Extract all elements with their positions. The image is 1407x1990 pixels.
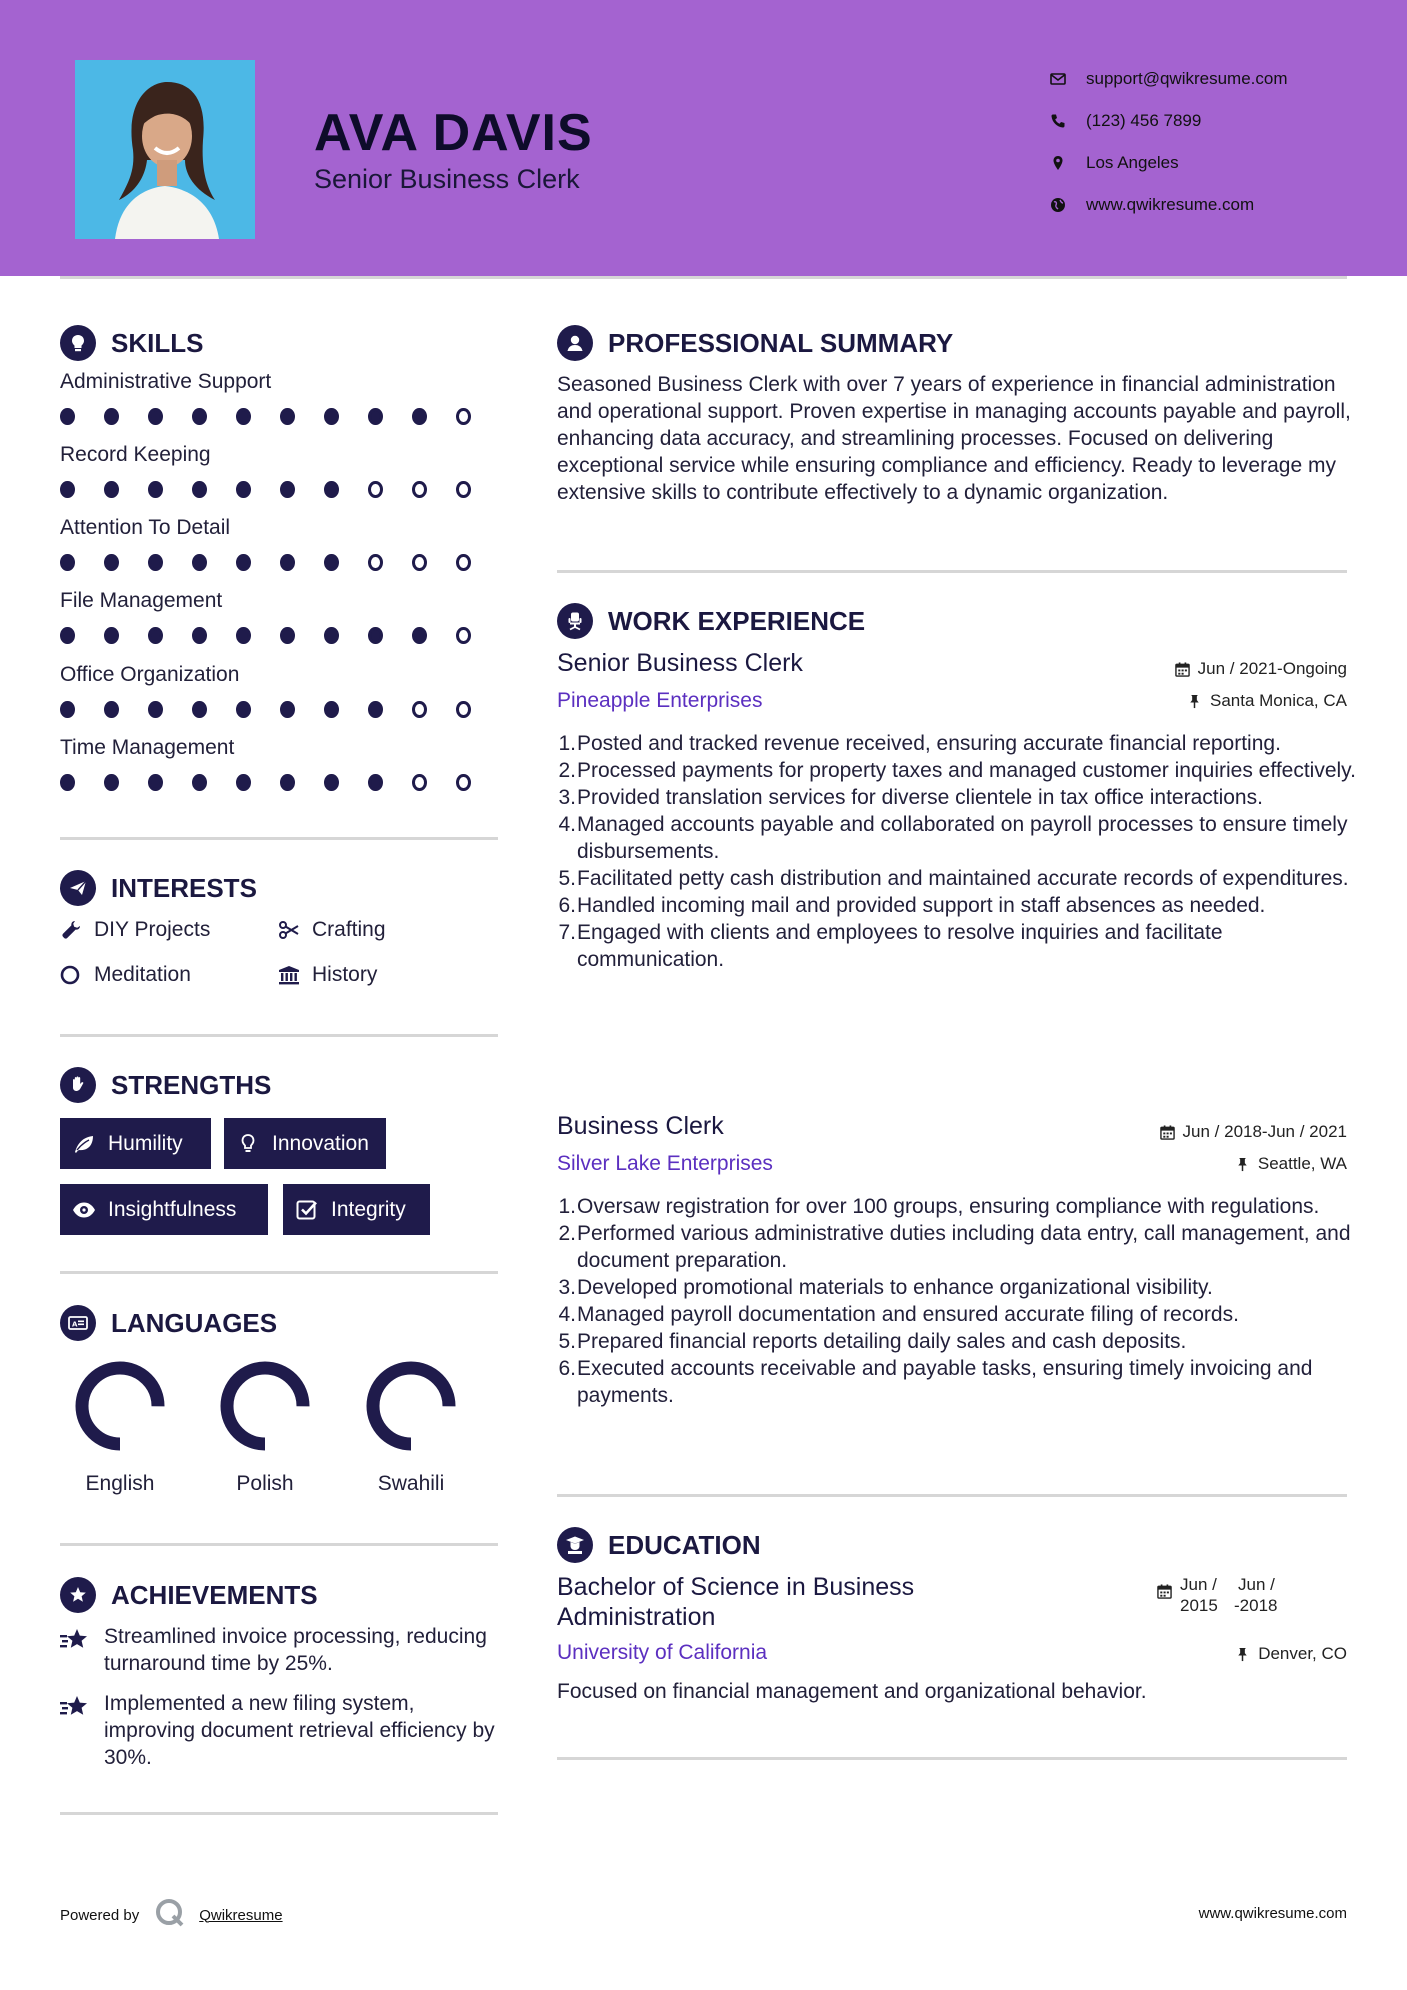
language-item [210, 1358, 320, 1496]
skill-dot-empty [456, 627, 471, 644]
skill-dot-filled [412, 408, 427, 425]
section-divider [60, 1543, 498, 1546]
skill-dot-empty [456, 701, 471, 718]
skill-dot-filled [104, 481, 119, 498]
summary-heading [557, 325, 953, 361]
section-divider [60, 1271, 498, 1274]
language-label: English [85, 1472, 155, 1495]
calendar-icon [1175, 662, 1190, 677]
strength-label: Innovation [272, 1131, 369, 1155]
skill-item [60, 516, 500, 571]
interest-label: DIY Projects [94, 918, 211, 941]
languages-heading-text: LANGUAGES [111, 1307, 278, 1338]
achievement-text: Streamlined invoice processing, reducing turnaround time by 25%. [104, 1625, 487, 1675]
footer-url[interactable]: www.qwikresume.com [1198, 1905, 1347, 1922]
skill-dot-filled [192, 408, 207, 425]
header-divider [60, 276, 1347, 279]
skill-dot-filled [148, 774, 163, 791]
leaf-icon [72, 1132, 96, 1156]
contact-phone-text: (123) 456 7899 [1086, 111, 1202, 130]
language-level-ring [72, 1358, 168, 1454]
skills-heading [60, 325, 203, 361]
job-bullet: 6. Executed accounts receivable and payable tasks, ensuring timely invoicing and payments. [557, 1355, 1357, 1409]
education-heading [557, 1527, 761, 1563]
company-name: Pineapple Enterprises [557, 689, 763, 712]
job-bullet-text: Executed accounts receivable and payable tasks, ensuring timely invoicing and payments. [577, 1357, 1313, 1407]
section-divider [60, 1034, 498, 1037]
skill-dot-filled [236, 774, 251, 791]
job-bullets [557, 1193, 1357, 1409]
section-divider [557, 570, 1347, 573]
job-location-text: Seattle, WA [1257, 1154, 1347, 1173]
education-date-end-line2: 2018 [1239, 1596, 1278, 1615]
achievements-heading-text: ACHIEVEMENTS [111, 1579, 318, 1610]
interest-item [60, 918, 210, 942]
achievement-text: Implemented a new filing system, improving document retrieval efficiency by 30%. [104, 1692, 495, 1769]
achievement-item [60, 1623, 500, 1677]
job-bullet-text: Managed accounts payable and collaborated on payroll processes to ensure timely disbursements. [577, 813, 1348, 863]
museum-icon [278, 964, 312, 986]
skill-dot-filled [280, 774, 295, 791]
map-pin-icon [1050, 155, 1086, 171]
section-divider [60, 837, 498, 840]
skill-rating [60, 481, 500, 498]
language-level-ring [363, 1358, 459, 1454]
pushpin-icon [1235, 1647, 1250, 1662]
profile-photo [75, 60, 255, 239]
language-level-ring [217, 1358, 313, 1454]
job-bullet: 6. Handled incoming mail and provided support in staff absences as needed. [558, 894, 1266, 917]
candidate-name: AVA DAVIS [314, 104, 593, 162]
strength-tag [60, 1184, 268, 1235]
contact-list [1050, 58, 1288, 226]
job-bullet-text: Processed payments for property taxes and managed customer inquiries effectively. [577, 759, 1356, 782]
job-bullet: 1. Posted and tracked revenue received, ensuring accurate financial reporting. [558, 732, 1281, 755]
section-divider [557, 1757, 1347, 1760]
skill-dot-filled [368, 774, 383, 791]
job-date-text: Jun / 2021-Ongoing [1197, 659, 1347, 678]
experience-heading-text: WORK EXPERIENCE [608, 605, 866, 636]
job-location [1187, 691, 1347, 711]
globe-icon [1050, 197, 1086, 213]
skill-dot-filled [192, 627, 207, 644]
skill-dot-filled [280, 627, 295, 644]
skill-dot-empty [412, 554, 427, 571]
skill-rating [60, 408, 500, 425]
skill-dot-filled [60, 627, 75, 644]
skill-label: File Management [60, 589, 223, 612]
skill-dot-filled [236, 701, 251, 718]
job-bullets [557, 730, 1357, 973]
pushpin-icon [1187, 694, 1202, 709]
job-bullet-text: Prepared financial reports detailing daily sales and cash deposits. [577, 1330, 1187, 1353]
skill-dot-filled [104, 774, 119, 791]
job-bullet: 7. Engaged with clients and employees to resolve inquiries and facilitate communication. [557, 919, 1357, 973]
language-label: Polish [236, 1472, 294, 1495]
powered-by-text: Powered by [60, 1906, 140, 1924]
resume-header [0, 0, 1407, 276]
skill-rating [60, 774, 500, 791]
job-bullet: 3. Provided translation services for diverse clientele in tax office interactions. [558, 786, 1263, 809]
skill-dot-empty [412, 701, 427, 718]
job-title: Senior Business Clerk [557, 649, 803, 677]
achievement-item [60, 1690, 500, 1771]
skill-dot-filled [280, 481, 295, 498]
calendar-icon [1157, 1584, 1172, 1599]
job-bullet-text: Developed promotional materials to enhance organizational visibility. [577, 1276, 1213, 1299]
job-bullet: 1. Oversaw registration for over 100 groups, ensuring compliance with regulations. [558, 1195, 1320, 1218]
job-bullet: 4. Managed payroll documentation and ensured accurate filing of records. [558, 1303, 1239, 1326]
skill-label: Office Organization [60, 663, 240, 686]
skill-dot-empty [456, 481, 471, 498]
skill-dot-filled [60, 554, 75, 571]
job-bullet: 4. Managed accounts payable and collaborated on payroll processes to ensure timely disbursements. [557, 811, 1357, 865]
star-bullet-icon [60, 1690, 104, 1771]
skill-dot-filled [60, 481, 75, 498]
school-name: University of California [557, 1641, 768, 1664]
strength-label: Humility [108, 1131, 183, 1155]
skill-dot-filled [280, 408, 295, 425]
candidate-title: Senior Business Clerk [314, 164, 580, 194]
skill-dot-filled [192, 481, 207, 498]
strength-label: Integrity [331, 1197, 406, 1221]
skill-dot-filled [368, 701, 383, 718]
skill-dot-filled [324, 408, 339, 425]
skill-dot-filled [148, 481, 163, 498]
education-date-start-line1: Jun / [1180, 1575, 1217, 1594]
skill-dot-empty [368, 554, 383, 571]
strength-tag [283, 1184, 430, 1235]
degree-title: Bachelor of Science in Business Administration [557, 1573, 915, 1631]
language-label: Swahili [377, 1472, 445, 1495]
contact-location-text: Los Angeles [1086, 153, 1179, 172]
scissors-icon [278, 919, 312, 941]
job-bullet-text: Oversaw registration for over 100 groups, ensuring compliance with regulations. [577, 1195, 1320, 1218]
job-bullet-text: Engaged with clients and employees to resolve inquiries and facilitate communication. [577, 921, 1223, 971]
languages-heading [60, 1305, 277, 1341]
interests-heading-text: INTERESTS [111, 872, 257, 903]
summary-text: Seasoned Business Clerk with over 7 years of experience in financial administration and operational support. Proven expertise in managing accounts payable and payroll, enhancing data accuracy, and streamlining processes. Focused on delivering exceptional service while ensuring compliance and efficiency. Ready to leverage my extensive skills to contribute effectively to a dynamic organization. [557, 373, 1351, 504]
skill-dot-filled [104, 408, 119, 425]
skill-dot-filled [324, 481, 339, 498]
job-bullet-text: Handled incoming mail and provided support in staff absences as needed. [577, 894, 1266, 917]
job-bullet: 2. Processed payments for property taxes and managed customer inquiries effectively. [558, 759, 1356, 782]
education-date-sep: - [1234, 1596, 1240, 1615]
phone-icon [1050, 113, 1086, 129]
skill-dot-filled [324, 627, 339, 644]
skill-dot-filled [324, 774, 339, 791]
section-divider [60, 1812, 498, 1815]
eye-icon [72, 1198, 96, 1222]
skill-dot-filled [412, 627, 427, 644]
skill-dot-filled [104, 554, 119, 571]
education-date-start [1180, 1574, 1238, 1616]
skill-dot-filled [236, 481, 251, 498]
strengths-heading-text: STRENGTHS [111, 1069, 272, 1100]
strength-tag [60, 1118, 211, 1169]
interest-item [60, 963, 191, 987]
svg-text:A: A [72, 1320, 78, 1329]
calendar-icon [1160, 1125, 1175, 1140]
job-bullet-text: Provided translation services for diverse clientele in tax office interactions. [577, 786, 1263, 809]
id-card-icon [60, 1305, 96, 1341]
interest-label: Meditation [94, 963, 191, 986]
contact-website[interactable] [1050, 184, 1288, 226]
job-bullet-text: Facilitated petty cash distribution and maintained accurate records of expenditures. [577, 867, 1349, 890]
skill-label: Record Keeping [60, 443, 211, 466]
skill-dot-filled [280, 554, 295, 571]
contact-phone[interactable] [1050, 100, 1288, 142]
skill-label: Time Management [60, 736, 235, 759]
job-bullet-text: Managed payroll documentation and ensured accurate filing of records. [577, 1303, 1239, 1326]
skill-dot-filled [60, 408, 75, 425]
skill-dot-filled [148, 408, 163, 425]
circle-icon [60, 964, 94, 986]
contact-email-text: support@qwikresume.com [1086, 69, 1288, 88]
skill-dot-empty [412, 774, 427, 791]
skill-dot-empty [456, 774, 471, 791]
education-location [1235, 1644, 1347, 1664]
raised-fist-icon [60, 1067, 96, 1103]
skill-item [60, 736, 500, 791]
job-title: Business Clerk [557, 1112, 724, 1140]
skill-dot-filled [368, 627, 383, 644]
job-date [1160, 1122, 1347, 1142]
skill-rating [60, 701, 500, 718]
lightbulb-icon [60, 325, 96, 361]
skill-dot-filled [104, 701, 119, 718]
language-item [356, 1358, 466, 1496]
qwikresume-link[interactable]: Qwikresume [199, 1906, 283, 1924]
contact-website-text: www.qwikresume.com [1086, 195, 1255, 214]
skill-dot-filled [236, 554, 251, 571]
education-date-end [1234, 1574, 1278, 1616]
company-name: Silver Lake Enterprises [557, 1152, 773, 1175]
skill-dot-filled [236, 627, 251, 644]
skill-dot-empty [412, 481, 427, 498]
office-chair-icon [557, 603, 593, 639]
skill-item [60, 589, 500, 644]
skill-dot-filled [192, 701, 207, 718]
strength-tag [224, 1118, 386, 1169]
job-location [1235, 1154, 1347, 1174]
job-bullet: 5. Prepared financial reports detailing daily sales and cash deposits. [558, 1330, 1187, 1353]
education-date [1157, 1574, 1278, 1616]
job-bullet-text: Posted and tracked revenue received, ensuring accurate financial reporting. [577, 732, 1281, 755]
interest-label: Crafting [312, 918, 386, 941]
education-location-text: Denver, CO [1258, 1644, 1347, 1663]
strengths-heading [60, 1067, 271, 1103]
education-date-start-line2: 2015 [1180, 1596, 1218, 1615]
education-description: Focused on financial management and organizational behavior. [557, 1680, 1147, 1703]
experience-heading [557, 603, 865, 639]
education-date-end-line1: Jun / [1238, 1575, 1275, 1594]
skill-label: Administrative Support [60, 370, 272, 393]
section-divider [557, 1494, 1347, 1497]
skill-dot-empty [368, 481, 383, 498]
wrench-icon [60, 919, 94, 941]
skill-dot-filled [60, 774, 75, 791]
contact-email[interactable] [1050, 58, 1288, 100]
skill-dot-filled [192, 554, 207, 571]
star-badge-icon [60, 1577, 96, 1613]
graduate-icon [557, 1527, 593, 1563]
skill-item [60, 370, 500, 425]
skill-label: Attention To Detail [60, 516, 231, 539]
skill-item [60, 443, 500, 498]
interest-label: History [312, 963, 378, 986]
strength-label: Insightfulness [108, 1197, 237, 1221]
skill-dot-filled [324, 554, 339, 571]
envelope-icon [1050, 71, 1086, 87]
skill-dot-filled [368, 408, 383, 425]
job-bullet: 3. Developed promotional materials to enhance organizational visibility. [558, 1276, 1213, 1299]
skill-item [60, 663, 500, 718]
job-date-text: Jun / 2018-Jun / 2021 [1182, 1122, 1347, 1141]
skill-dot-filled [148, 554, 163, 571]
language-item [65, 1358, 175, 1496]
skill-dot-empty [456, 554, 471, 571]
star-bullet-icon [60, 1623, 104, 1677]
skills-heading-text: SKILLS [111, 327, 204, 358]
skill-dot-empty [456, 408, 471, 425]
qwikresume-logo-icon [155, 1898, 185, 1932]
checkbox-icon [295, 1198, 319, 1222]
skill-dot-filled [192, 774, 207, 791]
education-heading-text: EDUCATION [608, 1529, 761, 1560]
footer-powered-by [60, 1898, 283, 1932]
interest-item [278, 918, 386, 942]
pushpin-icon [1235, 1157, 1250, 1172]
skill-dot-filled [60, 701, 75, 718]
skill-dot-filled [104, 627, 119, 644]
contact-location [1050, 142, 1288, 184]
job-bullet-text: Performed various administrative duties including data entry, call management, and document preparation. [577, 1222, 1351, 1272]
skill-dot-filled [236, 408, 251, 425]
interest-item [278, 963, 377, 987]
interests-heading [60, 870, 257, 906]
job-date [1175, 659, 1347, 679]
skill-dot-filled [148, 627, 163, 644]
lightbulb-icon [236, 1132, 260, 1156]
skill-rating [60, 554, 500, 571]
job-location-text: Santa Monica, CA [1209, 691, 1347, 710]
skill-dot-filled [324, 701, 339, 718]
job-bullet: 5. Facilitated petty cash distribution and maintained accurate records of expenditures. [558, 867, 1349, 890]
skill-rating [60, 627, 500, 644]
job-bullet: 2. Performed various administrative duties including data entry, call management, and document preparation. [557, 1220, 1357, 1274]
skill-dot-filled [280, 701, 295, 718]
achievements-heading [60, 1577, 318, 1613]
user-icon [557, 325, 593, 361]
summary-heading-text: PROFESSIONAL SUMMARY [608, 327, 954, 358]
skill-dot-filled [148, 701, 163, 718]
paper-plane-icon [60, 870, 96, 906]
